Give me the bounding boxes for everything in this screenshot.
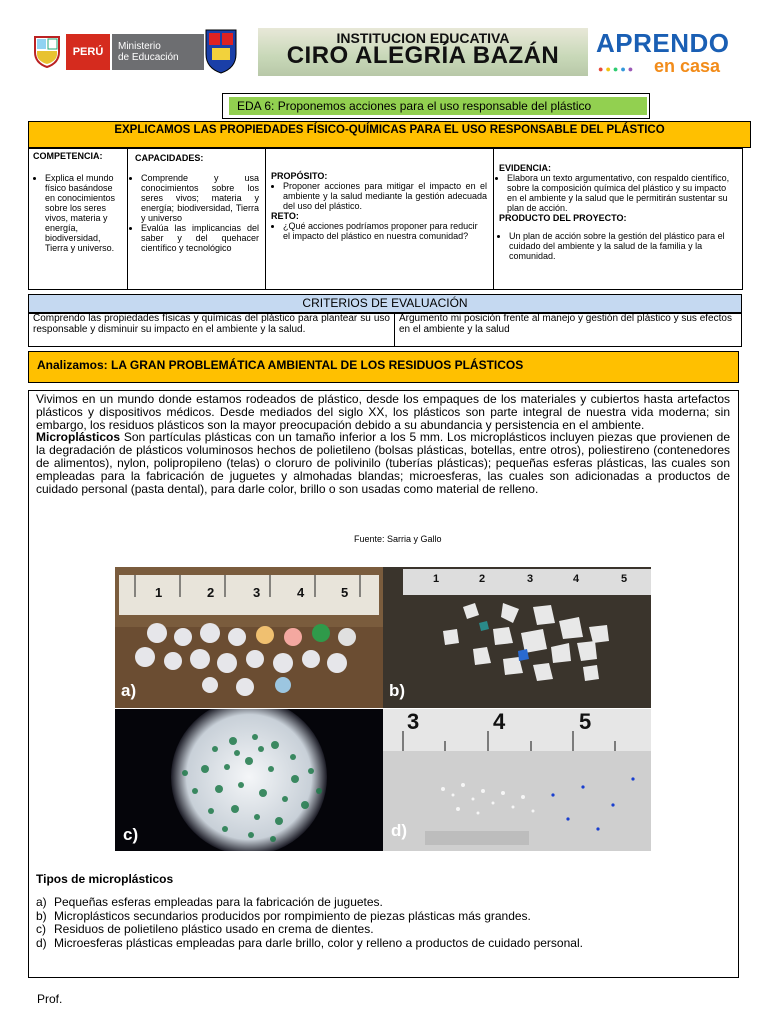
tipos-item-text: Pequeñas esferas empleadas para la fabricación de juguetes. bbox=[54, 895, 383, 909]
photo-b-svg bbox=[383, 567, 651, 708]
school-name: CIRO ALEGRÍA BAZÁN bbox=[286, 42, 560, 69]
proposito-text: • Proponer acciones para mitigar el impacto en el ambiente y la salud mediante la gestión adecuada del uso del plástico. bbox=[283, 181, 487, 211]
tipos-item-text: Residuos de polietileno plástico usado en crema de dientes. bbox=[54, 922, 374, 936]
evidencia-heading: EVIDENCIA: bbox=[499, 163, 552, 173]
photo-c-svg bbox=[115, 709, 383, 851]
source-caption: Fuente: Sarria y Gallo bbox=[354, 534, 442, 544]
evidencia-cell bbox=[493, 149, 742, 289]
criterio-right: Argumento mi posición frente al manejo y gestión del plástico y sus efectos en el ambiente y la salud bbox=[399, 313, 732, 335]
tipos-item-text: Microesferas plásticas empleadas para darle brillo, color y relleno a productos de cuidado personal. bbox=[54, 935, 583, 950]
peru-label: PERÚ bbox=[66, 34, 110, 70]
tipos-item bbox=[36, 937, 726, 951]
ministry-label: Ministerio de Educación bbox=[112, 34, 204, 70]
photo-b bbox=[383, 567, 651, 708]
aprendo-logo bbox=[594, 28, 738, 76]
microplasticos-text: Son partículas plásticas con un tamaño inferior a los 5 mm. Los microplásticos incluyen piezas que provienen de la degradación de plásticos voluminosos hechos de polietileno (bolsas plásticas, botellas, entre otros), poliestireno (contenedores de alimentos), nylon, polipropileno (telas) o cloruro de polivinilo (tuberías plásticas); pequeñas esferas plásticas, las cuales son empleadas para la fabricación de juguetes y almohadas blandas; microesferas, las cuales son adicionadas a productos de cuidado personal (pasta dental), para darle color, brillo o son usadas como material de relleno. bbox=[36, 430, 730, 496]
producto-heading: PRODUCTO DEL PROYECTO: bbox=[499, 213, 627, 223]
capacidad-item: • Evalúa las implicancias del saber y del quehacer científico y tecnológico bbox=[141, 223, 259, 253]
capacidades-heading: CAPACIDADES: bbox=[135, 153, 204, 163]
competency-table bbox=[28, 148, 743, 290]
page-header bbox=[28, 28, 738, 78]
capacidad-item: • Comprende y usa conocimientos sobre los seres vivos; materia y energía; biodiversidad, Tierra y universo bbox=[141, 173, 259, 223]
tipos-item-letter: c) bbox=[36, 922, 46, 936]
ruler-number: 4 bbox=[297, 585, 305, 600]
brand-bottom: en casa bbox=[654, 56, 721, 76]
ruler-number: 3 bbox=[407, 709, 420, 734]
photo-c bbox=[115, 709, 383, 851]
section-title-text: EXPLICAMOS LAS PROPIEDADES FÍSICO-QUÍMICAS PARA EL USO RESPONSABLE DEL PLÁSTICO bbox=[114, 124, 665, 136]
ruler-number: 5 bbox=[341, 585, 349, 600]
prof-label: Prof. bbox=[37, 992, 63, 1006]
brand-top: APRENDO bbox=[596, 28, 730, 58]
content-box bbox=[28, 390, 739, 978]
evidencia-text: • Elabora un texto argumentativo, con respaldo científico, sobre la composición química del plástico y su impacto en el ambiente y la salud que le permitirán sustentar su plan de acción. bbox=[507, 173, 736, 213]
tipos-item-letter: d) bbox=[36, 935, 47, 950]
proposito-cell bbox=[265, 149, 494, 289]
tipos-item bbox=[36, 923, 726, 937]
eda-title: EDA 6: Proponemos acciones para el uso responsable del plástico bbox=[229, 97, 647, 115]
photo-a bbox=[115, 567, 383, 708]
brand-dots: ●●●●● bbox=[598, 64, 636, 74]
tipos-item-letter: b) bbox=[36, 908, 47, 923]
ruler-number: 3 bbox=[253, 585, 261, 600]
tipos-item-text: Microplásticos secundarios producidos por rompimiento de piezas plásticas más grandes. bbox=[54, 908, 531, 923]
criterios-heading: CRITERIOS DE EVALUACIÓN bbox=[28, 294, 742, 313]
ruler-number: 5 bbox=[579, 709, 592, 734]
criterios-row bbox=[28, 313, 742, 347]
analizamos-title: Analizamos: LA GRAN PROBLEMÁTICA AMBIENTAL DE LOS RESIDUOS PLÁSTICOS bbox=[37, 358, 524, 372]
school-crest-icon bbox=[204, 28, 238, 74]
producto-text: • Un plan de acción sobre la gestión del plástico para el cuidado del ambiente y la salud de la familia y la comunidad. bbox=[509, 231, 736, 261]
reto-text: • ¿Qué acciones podríamos proponer para reducir el impacto del plástico en nuestra comunidad? bbox=[283, 221, 487, 241]
tipos-item-letter: a) bbox=[36, 895, 47, 909]
ruler-number: 2 bbox=[207, 585, 215, 600]
microplasticos-paragraph bbox=[36, 431, 730, 496]
ruler-number: 4 bbox=[573, 573, 580, 585]
analizamos-banner bbox=[28, 351, 739, 383]
reto-heading: RETO: bbox=[271, 211, 299, 221]
school-type-label: INSTITUCION EDUCATIVA bbox=[336, 30, 510, 46]
ruler-number: 5 bbox=[621, 573, 628, 585]
ruler-number: 2 bbox=[479, 573, 486, 585]
eda-box bbox=[222, 93, 650, 119]
competencia-item: • Explica el mundo físico basándose en conocimientos sobre los seres vivos, materia y energía, biodiversidad, Tierra y universo. bbox=[45, 173, 125, 253]
criterio-left: Comprendo las propiedades físicas y químicas del plástico para plantear su uso responsable y disminuir su impacto en el ambiente y la salud. bbox=[29, 314, 395, 346]
photo-label-c: c) bbox=[123, 825, 139, 844]
tipos-item bbox=[36, 896, 726, 910]
competencia-cell bbox=[29, 149, 128, 289]
school-banner bbox=[258, 28, 588, 76]
photo-d bbox=[383, 709, 651, 851]
ruler-number: 4 bbox=[493, 709, 506, 734]
photo-d-svg bbox=[383, 709, 651, 851]
tipos-item bbox=[36, 910, 726, 924]
photo-label-d: d) bbox=[391, 821, 408, 840]
ruler-number: 3 bbox=[527, 573, 534, 585]
intro-paragraph: Vivimos en un mundo donde estamos rodeados de plástico, desde los empaques de los materiales y cubiertos hasta artefactos plásticos y dispositivos médicos. Desde mediados del siglo XX, los plásticos son parte integral de nuestra vida moderna; sin embargo, los residuos plásticos son la mayor preocupación debido a su abundancia y persistencia en el ambiente. bbox=[36, 392, 730, 432]
competencia-heading: COMPETENCIA: bbox=[33, 151, 103, 161]
ruler-number: 1 bbox=[155, 585, 163, 600]
photo-label-b: b) bbox=[389, 681, 406, 700]
tipos-list bbox=[36, 896, 726, 950]
photo-label-a: a) bbox=[121, 681, 137, 700]
section-title bbox=[28, 121, 751, 148]
peru-shield-icon bbox=[32, 34, 62, 68]
capacidades-cell bbox=[127, 149, 266, 289]
tipos-heading: Tipos de microplásticos bbox=[36, 872, 174, 886]
microplasticos-term: Microplásticos bbox=[36, 430, 121, 444]
proposito-heading: PROPÓSITO: bbox=[271, 171, 328, 181]
ruler-number: 1 bbox=[433, 573, 440, 585]
